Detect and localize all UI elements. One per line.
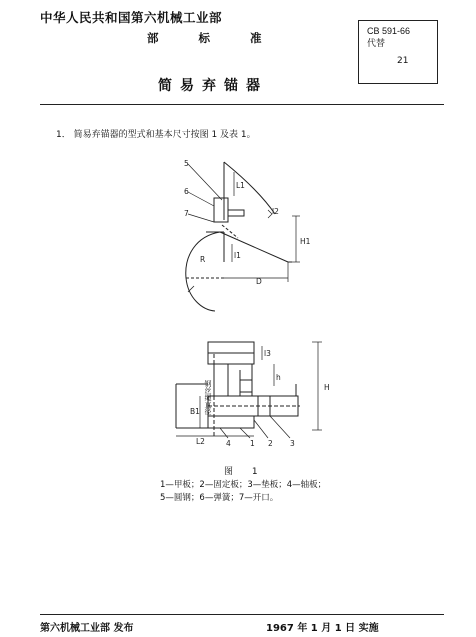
- standard-type-char-2: 标: [198, 31, 210, 45]
- wire-rope-note: 钢丝绳直径: [204, 380, 212, 415]
- dim-h: h: [276, 373, 281, 382]
- document-title: 简易弃锚器: [158, 78, 268, 94]
- publisher-note: 第六机械工业部 发布: [40, 623, 134, 634]
- label-6: 6: [184, 187, 189, 196]
- ministry-heading: 中华人民共和国第六机械工业部: [40, 10, 223, 25]
- clause-1: 1． 简易弃锚器的型式和基本尺寸按图 1 及表 1。: [56, 130, 256, 140]
- footer-rule: [40, 614, 444, 615]
- dim-R: R: [200, 255, 206, 264]
- standard-type-char-3: 准: [250, 31, 262, 45]
- anchor-arc: [186, 232, 220, 311]
- replaces-label: 代替: [367, 39, 386, 49]
- label-1: 1: [250, 439, 255, 448]
- dim-l1: l1: [234, 251, 241, 260]
- label-3: 3: [290, 439, 295, 448]
- dim-L1: L1: [236, 181, 245, 190]
- deck-slope: [220, 232, 288, 262]
- replaces-number: 21: [397, 56, 409, 66]
- standard-code: CB 591-66: [367, 26, 411, 36]
- label-4: 4: [226, 439, 231, 448]
- figure-caption: 图 1: [224, 467, 266, 477]
- dim-H1: H1: [300, 237, 311, 246]
- dim-H: H: [324, 383, 330, 392]
- label-5: 5: [184, 159, 189, 168]
- dim-D: D: [256, 277, 262, 286]
- dim-l2: l2: [272, 207, 279, 216]
- dim-L2: L2: [196, 437, 205, 446]
- standard-type-char-1: 部: [147, 31, 159, 45]
- dim-l3: l3: [264, 349, 271, 358]
- label-7: 7: [184, 209, 189, 218]
- legend-line-1: 1—甲板；2—固定板；3—垫板；4—轴板；: [160, 480, 327, 490]
- upper-hull-line: [224, 162, 275, 214]
- label-2: 2: [268, 439, 273, 448]
- dim-B1: B1: [190, 407, 200, 416]
- spring-block: [214, 198, 228, 222]
- effective-date: 1967 年 1 月 1 日 实施: [266, 623, 379, 634]
- legend-line-2: 5—圆钢；6—弹簧；7—开口。: [160, 493, 279, 503]
